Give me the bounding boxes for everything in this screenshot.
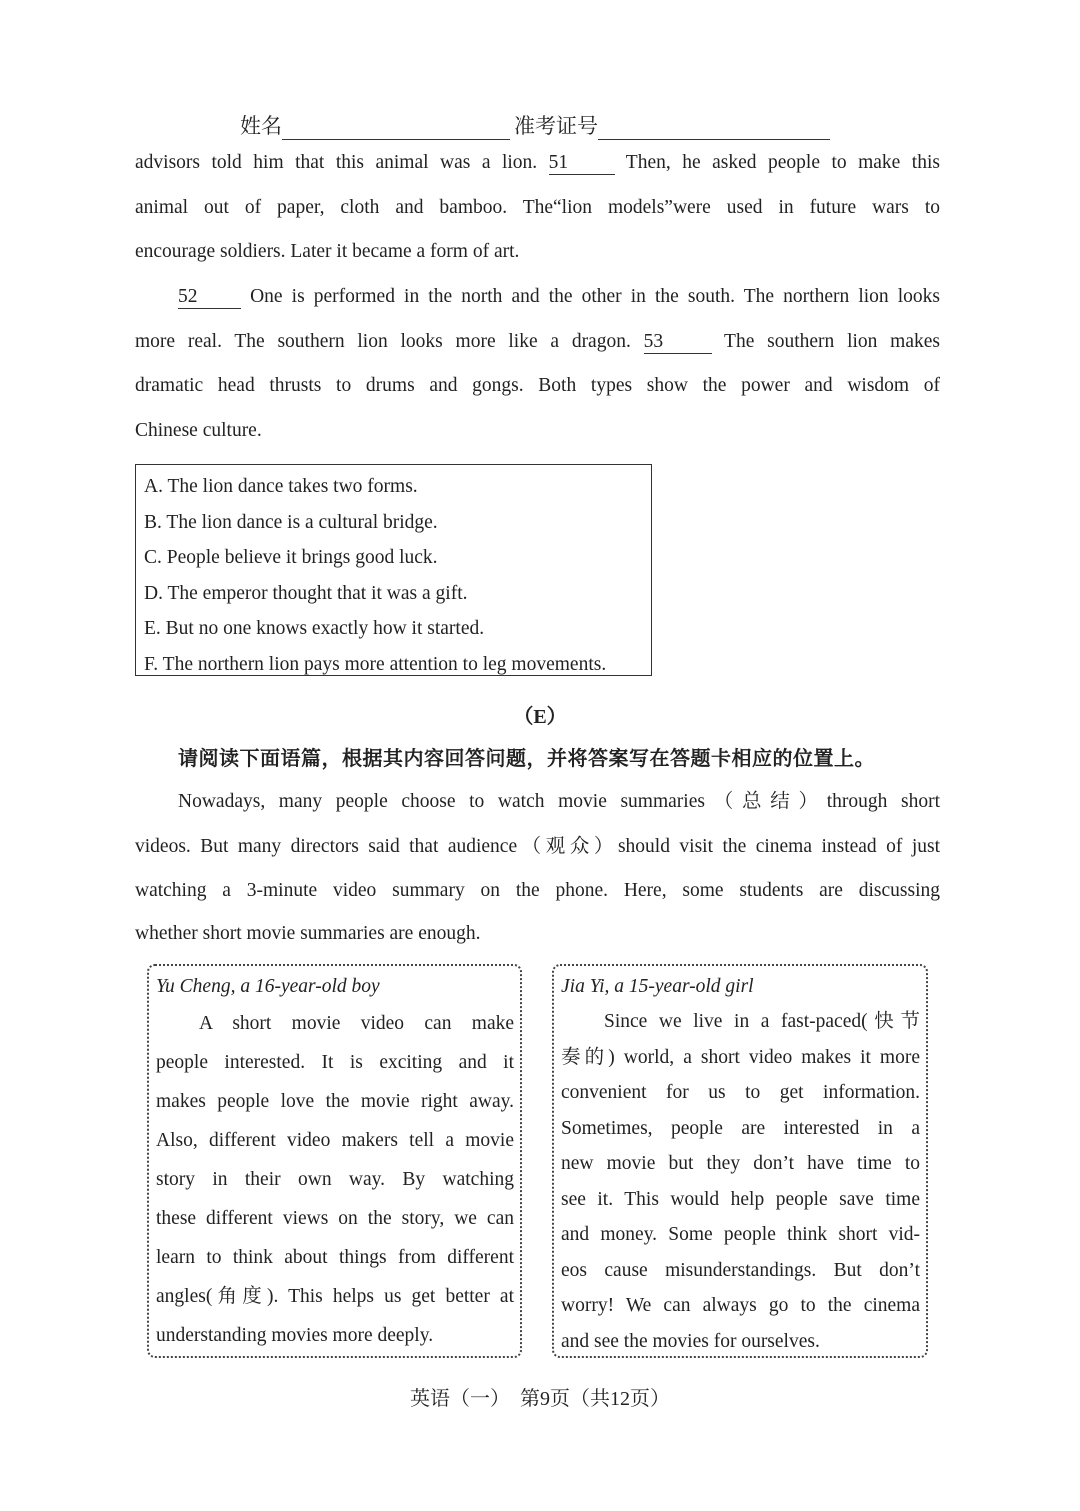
- section-e-instruction: 请阅读下面语篇，根据其内容回答问题，并将答案写在答题卡相应的位置上。: [178, 746, 875, 770]
- text-line: 奏的) world, a short video makes it more: [561, 1046, 920, 1068]
- option-f: F. The northern lion pays more attention to leg movements.: [144, 653, 607, 675]
- section-e-title: （E）: [513, 706, 567, 728]
- options-box: [135, 464, 652, 676]
- text-segment: advisors told him that this animal was a lion.: [135, 152, 549, 173]
- text-line: worry! We can always go to the cinema: [561, 1295, 920, 1316]
- text-line: videos. But many directors said that audience（观众）should visit the cinema instead of just: [135, 835, 940, 857]
- text-line: Since we live in a fast-paced(快节: [604, 1011, 920, 1032]
- text-line: A short movie video can make: [199, 1013, 514, 1034]
- passage-d-paragraph-1: [135, 141, 940, 275]
- text-line: Nowadays, many people choose to watch movie summaries（总结）through short: [178, 791, 940, 812]
- text-line: eos cause misunderstandings. But don’t: [561, 1259, 920, 1281]
- text-line: whether short movie summaries are enough.: [135, 922, 481, 944]
- text-line: Sometimes, people are interested in a: [561, 1117, 920, 1139]
- text-line: [135, 320, 940, 365]
- text-line: watching a 3-minute video summary on the phone. Here, some students are discussing: [135, 880, 940, 901]
- blank-51[interactable]: 51: [549, 152, 615, 175]
- blank-52[interactable]: 52: [178, 286, 241, 309]
- student-card-jia-yi: [552, 964, 928, 1358]
- text-segment: Then, he asked people to make this: [614, 152, 940, 173]
- name-label: 姓名: [240, 114, 282, 138]
- exam-header: [240, 110, 830, 140]
- text-line: animal out of paper, cloth and bamboo. The“lion models”were used in future wars to: [135, 196, 940, 218]
- passage-d-paragraph-2: [135, 275, 940, 453]
- text-line: convenient for us to get information.: [561, 1082, 920, 1103]
- text-line: people interested. It is exciting and it: [156, 1052, 514, 1073]
- id-blank[interactable]: [598, 117, 830, 140]
- name-blank[interactable]: [282, 117, 510, 140]
- card-text: [561, 1004, 920, 1359]
- text-line: Chinese culture.: [135, 419, 262, 441]
- option-e: E. But no one knows exactly how it started.: [144, 618, 485, 640]
- text-line: these different views on the story, we can: [156, 1208, 514, 1229]
- option-c: C. People believe it brings good luck.: [144, 547, 438, 569]
- card-text: [156, 1004, 514, 1355]
- text-segment: The southern lion makes: [711, 330, 940, 352]
- student-card-yu-cheng: [147, 964, 522, 1358]
- text-line: understanding movies more deeply.: [156, 1325, 434, 1346]
- text-line: and see the movies for ourselves.: [561, 1330, 820, 1352]
- card-author: Jia Yi, a 15-year-old girl: [561, 976, 754, 997]
- blank-53[interactable]: 53: [644, 331, 712, 354]
- page-footer: 英语（一） 第9页（共12页）: [410, 1388, 670, 1410]
- card-author: Yu Cheng, a 16-year-old boy: [156, 976, 380, 997]
- text-line: makes people love the movie right away.: [156, 1091, 514, 1112]
- option-a: A. The lion dance takes two forms.: [144, 476, 418, 497]
- option-b: B. The lion dance is a cultural bridge.: [144, 511, 438, 533]
- text-line: encourage soldiers. Later it became a form of art.: [135, 241, 520, 262]
- id-label: 准考证号: [514, 114, 598, 138]
- text-line: see it. This would help people save time: [561, 1188, 920, 1210]
- text-line: and money. Some people think short vid-: [561, 1224, 920, 1245]
- text-line: [135, 275, 940, 320]
- text-segment: One is performed in the north and the other in the south. The northern lion looks: [241, 286, 940, 307]
- text-line: dramatic head thrusts to drums and gongs. Both types show the power and wisdom of: [135, 375, 940, 396]
- text-line: story in their own way. By watching: [156, 1169, 514, 1190]
- text-line: [135, 141, 940, 186]
- text-line: Also, different video makers tell a movie: [156, 1130, 514, 1151]
- option-d: D. The emperor thought that it was a gift.: [144, 582, 468, 604]
- text-line: new movie but they don’t have time to: [561, 1153, 920, 1174]
- text-line: angles(角度). This helps us get better at: [156, 1286, 514, 1307]
- text-line: learn to think about things from different: [156, 1247, 514, 1268]
- section-e-intro: [135, 780, 940, 954]
- text-segment: more real. The southern lion looks more like a dragon.: [135, 330, 644, 352]
